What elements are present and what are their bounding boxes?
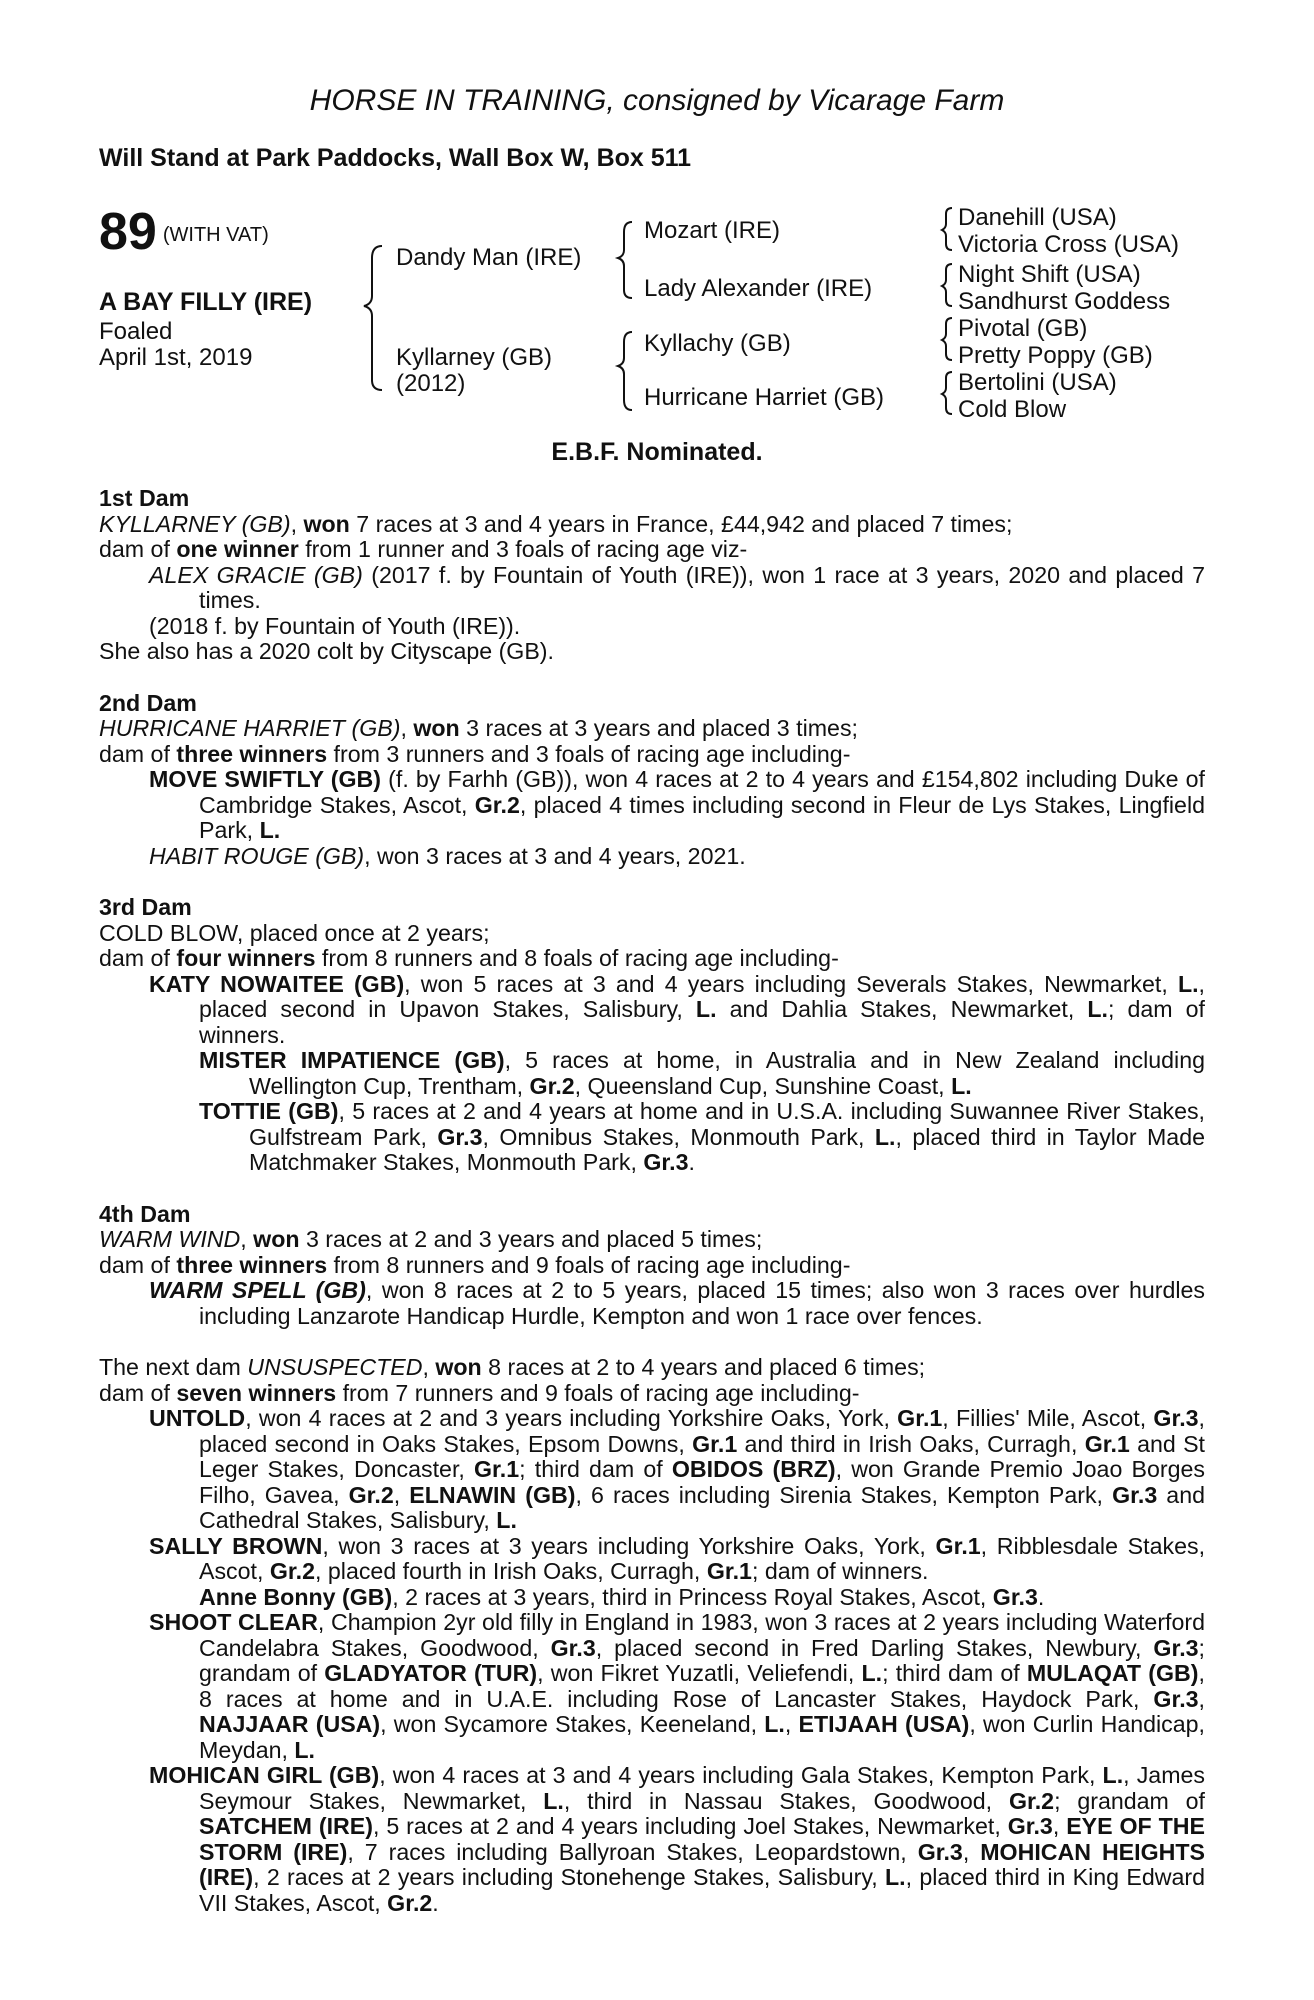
- produce-item: MISTER IMPATIENCE (GB), 5 races at home, in Australia and in New Zealand including Wellington Cup, Trentham, Gr.2, Queensland Cup, Sunshine Coast, L.: [199, 1047, 1205, 1099]
- section-heading: 4th Dam: [99, 1200, 191, 1227]
- pedigree-dam: Kyllarney (GB): [396, 344, 553, 371]
- section-heading: 1st Dam: [99, 485, 190, 511]
- third-dam-section: [99, 895, 1205, 1176]
- second-dam-section: [99, 691, 1205, 870]
- main-brace: [364, 246, 382, 390]
- section-heading: 2nd Dam: [99, 689, 197, 716]
- ss-brace: [942, 208, 952, 250]
- pedigree-dam-sire: Kyllachy (GB): [644, 330, 791, 357]
- dam-entry: The next dam UNSUSPECTED, won 8 races at 2 to 4 years and placed 6 times;: [99, 1354, 926, 1380]
- fourth-dam-section: [99, 1202, 1205, 1330]
- pedigree-sdd: Sandhurst Goddess: [958, 288, 1171, 315]
- produce-item: (2018 f. by Fountain of Youth (IRE)).: [149, 612, 521, 639]
- produce-item: Anne Bonny (GB), 2 races at 3 years, third in Princess Royal Stakes, Ascot, Gr.3.: [199, 1583, 1045, 1610]
- pedigree-dss: Pivotal (GB): [958, 315, 1088, 342]
- pedigree-sire-sire: Mozart (IRE): [644, 217, 781, 244]
- pedigree-dsd: Pretty Poppy (GB): [958, 342, 1153, 369]
- section-heading: 3rd Dam: [99, 894, 192, 920]
- page-title: HORSE IN TRAINING, consigned by Vicarage Farm: [309, 84, 1005, 117]
- produce-record: [99, 486, 1205, 1916]
- produce-item: KATY NOWAITEE (GB), won 5 races at 3 and 4 years including Severals Stakes, Newmarket, L., placed second in Upavon Stakes, Salisbury, L. and Dahlia Stakes, Newmarket, L.; dam of winners.: [149, 970, 1205, 1048]
- pedigree-dam-year: (2012): [396, 370, 466, 397]
- dam-produce: dam of seven winners from 7 runners and 9 foals of racing age including-: [99, 1379, 860, 1406]
- produce-item: SALLY BROWN, won 3 races at 3 years including Yorkshire Oaks, York, Gr.1, Ribblesdale Stakes, Ascot, Gr.2, placed fourth in Irish Oaks, Curragh, Gr.1; dam of winners.: [149, 1532, 1206, 1584]
- produce-item: WARM SPELL (GB), won 8 races at 2 to 5 years, placed 15 times; also won 3 races over hurdles including Lanzarote Handicap Hurdle, Kempton and won 1 race over fences.: [149, 1277, 1205, 1329]
- dd-brace: [942, 372, 952, 414]
- ebf-nominated: E.B.F. Nominated.: [551, 438, 763, 466]
- dam-produce: dam of one winner from 1 runner and 3 foals of racing age viz-: [99, 536, 748, 562]
- produce-item: UNTOLD, won 4 races at 2 and 3 years including Yorkshire Oaks, York, Gr.1, Fillies' Mile, Ascot, Gr.3, placed second in Oaks Stakes, Epsom Downs, Gr.1 and third in Irish Oaks, Curragh, Gr.1 and St Leger Stakes, Doncaster, Gr.1; third dam of OBIDOS (BRZ), won Grande Premio Joao Borges Filho, Gavea, Gr.2, ELNAWIN (GB), 6 races including Sirenia Stakes, Kempton Park, Gr.3 and Cathedral Stakes, Salisbury, L.: [149, 1405, 1205, 1533]
- vat-note: (WITH VAT): [162, 224, 269, 247]
- foaled-label: Foaled: [99, 318, 173, 345]
- produce-item: MOHICAN GIRL (GB), won 4 races at 3 and 4 years including Gala Stakes, Kempton Park, L., James Seymour Stakes, Newmarket, L., third in Nassau Stakes, Goodwood, Gr.2; grandam of SATCHEM (IRE), 5 races at 2 and 4 years including Joel Stakes, Newmarket, Gr.3, EYE OF THE STORM (IRE), 7 races including Ballyroan Stakes, Leopardstown, Gr.3, MOHICAN HEIGHTS (IRE), 2 races at 2 years including Stonehenge Stakes, Salisbury, L., placed third in King Edward VII Stakes, Ascot, Gr.2.: [149, 1762, 1206, 1916]
- lot-number: 89: [99, 203, 157, 261]
- foaled-date: April 1st, 2019: [99, 344, 253, 371]
- pedigree-sds: Night Shift (USA): [958, 261, 1141, 288]
- produce-item: MOVE SWIFTLY (GB) (f. by Farhh (GB)), won 4 races at 2 to 4 years and £154,802 including Duke of Cambridge Stakes, Ascot, Gr.2, placed 4 times including second in Fleur de Lys Stakes, Lingfield Park, L.: [149, 766, 1205, 843]
- dam-entry: KYLLARNEY (GB), won 7 races at 3 and 4 years in France, £44,942 and placed 7 times;: [99, 510, 1013, 537]
- pedigree-ssd: Victoria Cross (USA): [958, 231, 1179, 258]
- dam-brace: [618, 332, 632, 410]
- dam-produce: dam of three winners from 3 runners and 3 foals of racing age including-: [99, 740, 851, 767]
- horse-name: A BAY FILLY (IRE): [99, 288, 313, 316]
- sd-brace: [942, 264, 952, 306]
- sire-brace: [618, 222, 632, 298]
- produce-item: SHOOT CLEAR, Champion 2yr old filly in England in 1983, won 3 races at 2 years including Waterford Candelabra Stakes, Goodwood, Gr.3, placed second in Fred Darling Stakes, Newbury, Gr.3; grandam of GLADYATOR (TUR), won Fikret Yuzatli, Veliefendi, L.; third dam of MULAQAT (GB), 8 races at home and in U.A.E. including Rose of Lancaster Stakes, Haydock Park, Gr.3, NAJJAAR (USA), won Sycamore Stakes, Keeneland, L., ETIJAAH (USA), won Curlin Handicap, Meydan, L.: [149, 1609, 1205, 1763]
- dam-entry: COLD BLOW, placed once at 2 years;: [99, 919, 490, 946]
- produce-item: TOTTIE (GB), 5 races at 2 and 4 years at home and in U.S.A. including Suwannee River Stakes, Gulfstream Park, Gr.3, Omnibus Stakes, Monmouth Park, L., placed third in Taylor Made Matchmaker Stakes, Monmouth Park, Gr.3.: [199, 1098, 1205, 1175]
- ds-brace: [942, 318, 952, 360]
- pedigree-sire-dam: Lady Alexander (IRE): [644, 275, 873, 302]
- pedigree-dam-dam: Hurricane Harriet (GB): [644, 384, 885, 411]
- dam-entry: HURRICANE HARRIET (GB), won 3 races at 3 years and placed 3 times;: [99, 715, 858, 741]
- dam-produce: dam of four winners from 8 runners and 8 foals of racing age including-: [99, 945, 839, 971]
- produce-note: She also has a 2020 colt by Cityscape (GB).: [99, 638, 554, 664]
- stand-location: Will Stand at Park Paddocks, Wall Box W, Box 511: [99, 144, 692, 172]
- next-dam-section: [99, 1355, 1205, 1916]
- dam-entry: WARM WIND, won 3 races at 2 and 3 years and placed 5 times;: [99, 1226, 763, 1252]
- produce-item: HABIT ROUGE (GB), won 3 races at 3 and 4 years, 2021.: [149, 842, 746, 869]
- dam-produce: dam of three winners from 8 runners and 9 foals of racing age including-: [99, 1251, 851, 1278]
- produce-item: ALEX GRACIE (GB) (2017 f. by Fountain of Youth (IRE)), won 1 race at 3 years, 2020 and placed 7 times.: [149, 561, 1205, 613]
- first-dam-section: [99, 486, 1205, 665]
- pedigree-sss: Danehill (USA): [958, 204, 1117, 231]
- pedigree-ddd: Cold Blow: [958, 396, 1067, 423]
- pedigree-sire: Dandy Man (IRE): [396, 244, 582, 271]
- pedigree-dds: Bertolini (USA): [958, 369, 1117, 396]
